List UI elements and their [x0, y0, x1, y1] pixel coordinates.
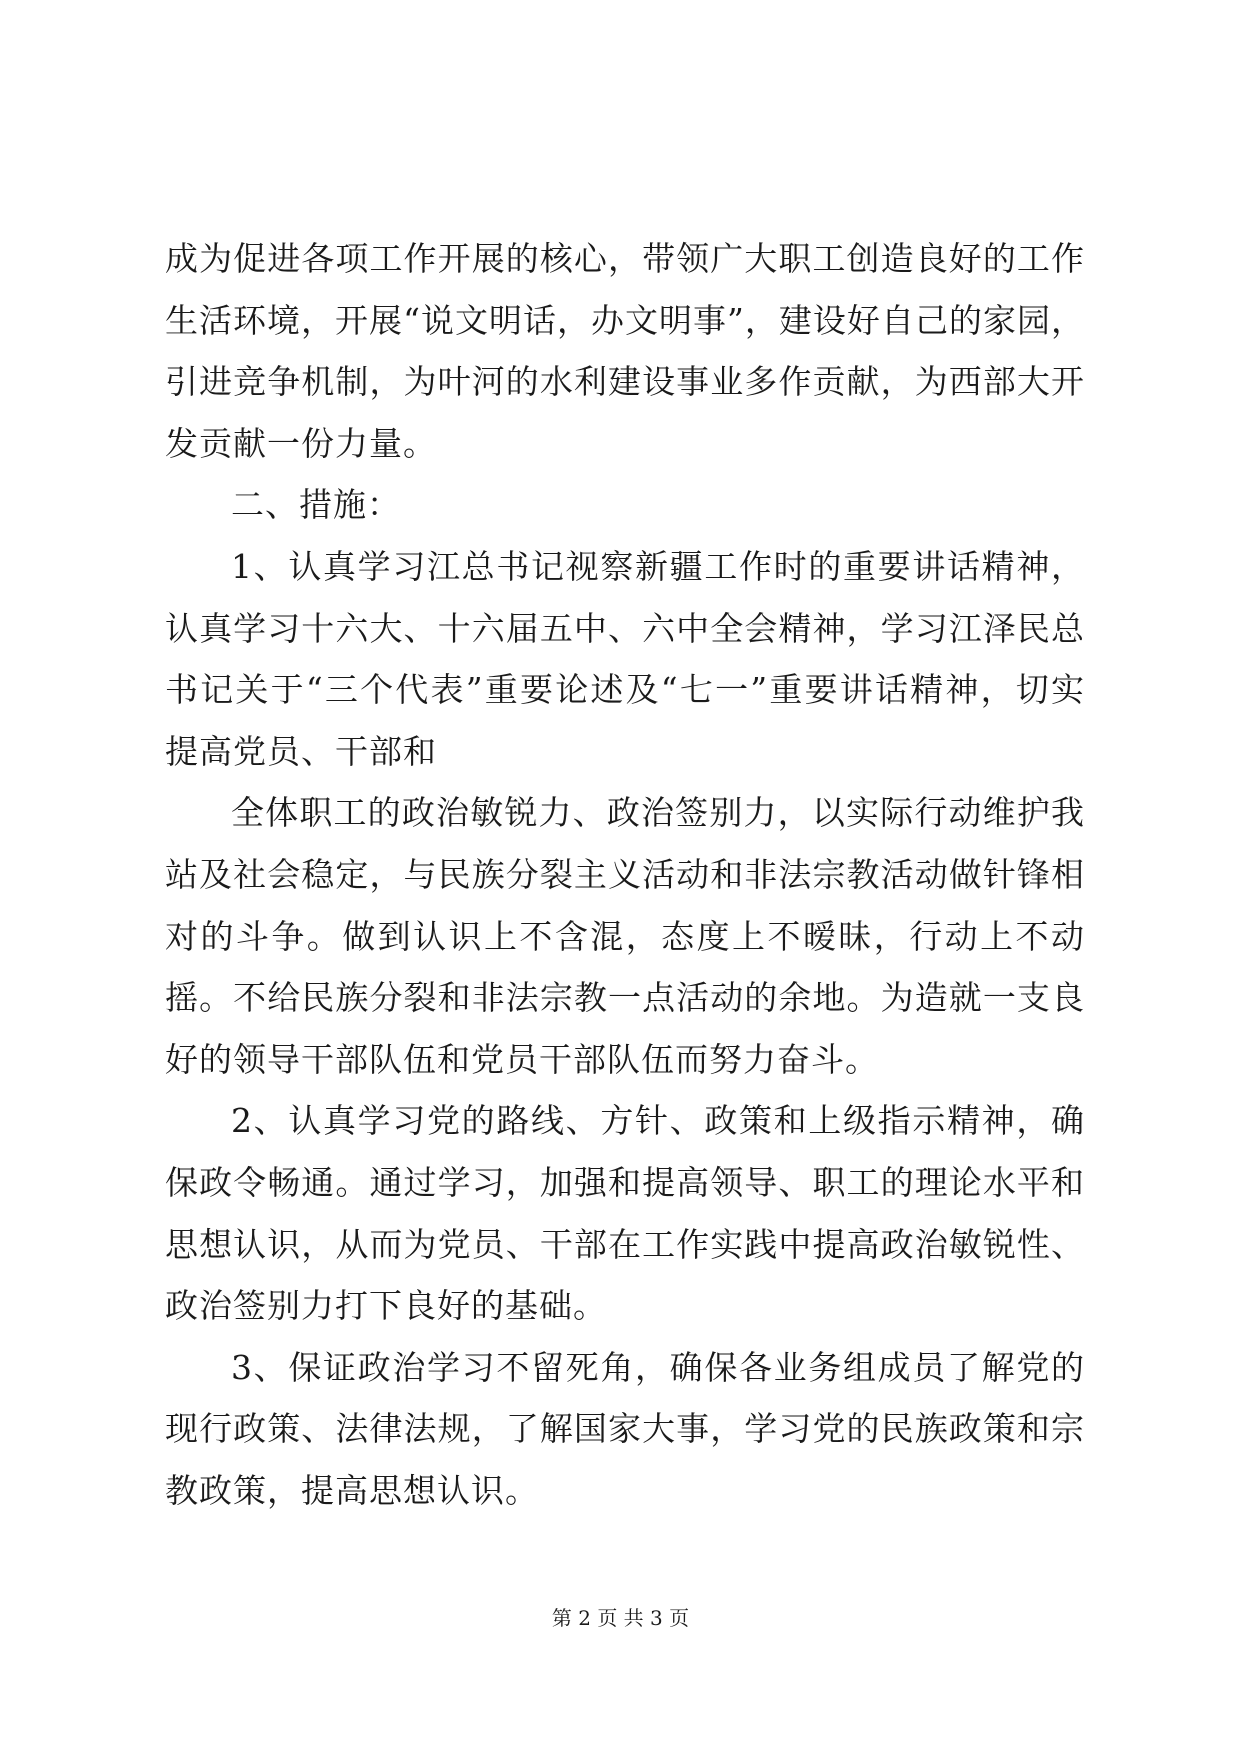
section-heading-measures: 二、措施： [231, 485, 401, 525]
paragraph-measure-1-continued: 全体职工的政治敏锐力、政治签别力，以实际行动维护我站及社会稳定，与民族分裂主义活动和非法宗教活动做针锋相对的斗争。做到认识上不含混，态度上不暧昧，行动上不动摇。不给民族分裂和非法宗教一点活动的余地。为造就一支良好的领导干部队伍和党员干部队伍而努力奋斗。 [165, 793, 1085, 1079]
paragraph-continuation: 成为促进各项工作开展的核心，带领广大职工创造良好的工作生活环境，开展“说文明话，办文明事”，建设好自己的家园，引进竞争机制，为叶河的水利建设事业多作贡献，为西部大开发贡献一份力量。 [165, 239, 1085, 463]
paragraph-measure-1: 1、认真学习江总书记视察新疆工作时的重要讲话精神，认真学习十六大、十六届五中、六中全会精神，学习江泽民总书记关于“三个代表”重要论述及“七一”重要讲话精神，切实提高党员、干部和 [165, 546, 1085, 771]
page-footer: 第 2 页 共 3 页 [551, 1606, 690, 1630]
paragraph-measure-3: 3、保证政治学习不留死角，确保各业务组成员了解党的现行政策、法律法规，了解国家大事，学习党的民族政策和宗教政策，提高思想认识。 [165, 1347, 1085, 1510]
paragraph-measure-2: 2、认真学习党的路线、方针、政策和上级指示精神，确保政令畅通。通过学习，加强和提高领导、职工的理论水平和思想认识，从而为党员、干部在工作实践中提高政治敏锐性、政治签别力打下良好的基础。 [165, 1101, 1085, 1326]
document-body [165, 228, 1085, 1521]
